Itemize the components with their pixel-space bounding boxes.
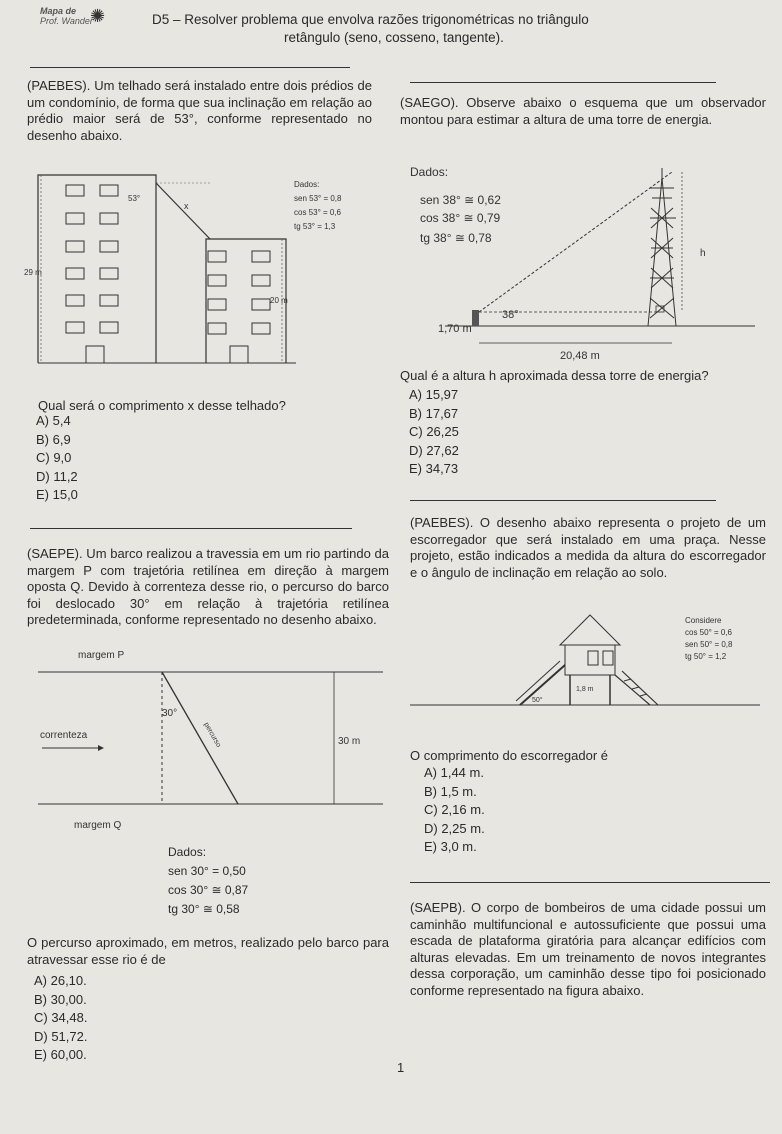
q3-option-a[interactable]: A) 26,10. [34, 973, 87, 988]
q4-text: (PAEBES). O desenho abaixo representa o projeto de um escorregador que será instalado em uma praça. Nesse projeto, estão indicados a medida da altura do escorregador e o ângulo de inclinação em relação ao solo. [410, 515, 766, 580]
q1-option-c[interactable]: C) 9,0 [36, 450, 72, 465]
q1-option-e[interactable]: E) 15,0 [36, 487, 78, 502]
q3-option-b[interactable]: B) 30,00. [34, 991, 87, 1007]
q4-considere-2: sen 50° = 0,8 [685, 640, 733, 649]
page-number: 1 [397, 1060, 405, 1075]
q2-observer-height: 1,70 m [438, 323, 472, 335]
q3-text: (SAEPE). Um barco realizou a travessia em um rio partindo da margem P com trajetória retilínea em direção à margem oposta Q. Devido à correnteza desse rio, o percurso do barco foi deslocado 30° em relação à trajetória retilínea predeterminada, conforme representado no desenho abaixo. [27, 546, 389, 627]
q1-dados-2: cos 53° = 0,6 [294, 208, 342, 217]
q2-option-d[interactable]: D) 27,62 [409, 442, 459, 458]
q3-dados-title: Dados: [168, 845, 207, 859]
q1-right-height: 20 m [270, 296, 288, 305]
q1-question: Qual será o comprimento x desse telhado? [38, 398, 286, 413]
q2-dados-1: sen 38° ≅ 0,62 [420, 193, 501, 207]
q4-option-e[interactable]: E) 3,0 m. [424, 839, 477, 854]
q4-option-d[interactable]: D) 2,25 m. [424, 820, 485, 836]
q2-option-b[interactable]: B) 17,67 [409, 405, 459, 421]
q2-figure [400, 158, 770, 368]
q2-distance: 20,48 m [560, 350, 600, 362]
q1-dados-3: tg 53° = 1,3 [294, 222, 336, 231]
q3-options [34, 972, 87, 1065]
title-line-1: D5 – Resolver problema que envolva razões trigonométricas no triângulo [152, 12, 589, 27]
header-divider [30, 67, 350, 68]
q5-text: (SAEPB). O corpo de bombeiros de uma cidade possui um caminhão multifuncional e autossuficiente que possui uma escada de plataforma giratória para alcançar edifícios com alturas elevadas. Em um treinamento de novos integrantes dessa corporação, um caminhão desse tipo foi posicionado conforme representado na figura abaixo. [410, 900, 766, 998]
q2-dados-title: Dados: [410, 165, 449, 179]
q1-dados-1: sen 53° = 0,8 [294, 194, 342, 203]
q1-divider [30, 528, 352, 529]
q2-options [409, 386, 459, 479]
q2-option-e[interactable]: E) 34,73 [409, 461, 459, 476]
q3-figure [38, 646, 388, 836]
q2-top-divider [410, 82, 716, 83]
q2-dados-2: cos 38° ≅ 0,79 [420, 211, 501, 225]
q1-figure [24, 165, 378, 370]
q1-option-a[interactable]: A) 5,4 [36, 413, 71, 428]
q3-question: O percurso aproximado, em metros, realizado pelo barco para atravessar esse rio é de [27, 935, 389, 967]
q4-options [424, 764, 485, 857]
q2-question: Qual é a altura h aproximada dessa torre de energia? [400, 368, 709, 383]
q3-option-c[interactable]: C) 34,48. [34, 1010, 88, 1025]
q4-option-a[interactable]: A) 1,44 m. [424, 765, 484, 780]
q2-option-c[interactable]: C) 26,25 [409, 424, 459, 439]
logo-subtext: Prof. Wander [40, 16, 93, 26]
q2-divider [410, 500, 716, 501]
q1-option-b[interactable]: B) 6,9 [36, 431, 71, 447]
q1-left-height: 29 m [24, 268, 42, 277]
logo-text: Mapa de [40, 6, 77, 16]
q3-option-d[interactable]: D) 51,72. [34, 1028, 88, 1044]
q4-question: O comprimento do escorregador é [410, 748, 608, 763]
q1-dados-title: Dados: [294, 180, 320, 189]
q2-angle-label: 38° [502, 309, 519, 321]
q4-considere-title: Considere [685, 616, 722, 625]
title-line-2: retângulo (seno, cosseno, tangente). [284, 30, 504, 45]
q3-dados-2: cos 30° ≅ 0,87 [168, 883, 249, 897]
q3-dados-1: sen 30° = 0,50 [168, 864, 246, 878]
q2-dados-3: tg 38° ≅ 0,78 [420, 231, 492, 245]
globe-icon: ✺ [90, 6, 106, 26]
q4-figure [400, 605, 770, 745]
q3-angle-label: 30° [162, 708, 178, 719]
q4-angle-label: 50° [532, 697, 543, 704]
q3-margin-q: margem Q [74, 820, 122, 831]
q3-dados-3: tg 30° ≅ 0,58 [168, 902, 240, 916]
q3-width-label: 30 m [338, 736, 361, 747]
q4-option-b[interactable]: B) 1,5 m. [424, 783, 477, 799]
page-title [152, 11, 672, 47]
q1-angle-label: 53° [128, 194, 141, 203]
q2-h-label: h [700, 248, 706, 259]
q3-option-e[interactable]: E) 60,00. [34, 1047, 87, 1062]
q1-x-label: x [184, 201, 189, 211]
q1-text: (PAEBES). Um telhado será instalado entre dois prédios de um condomínio, de forma que sua inclinação em relação ao prédio maior será de 53°, conforme representado no desenho abaixo. [27, 78, 372, 143]
q4-divider [410, 882, 770, 883]
q3-current: correnteza [40, 730, 88, 741]
q2-text: (SAEGO). Observe abaixo o esquema que um observador montou para estimar a altura de uma torre de energia. [400, 95, 766, 127]
q4-considere-3: tg 50° = 1,2 [685, 652, 727, 661]
q3-dados [168, 843, 248, 919]
q2-option-a[interactable]: A) 15,97 [409, 387, 459, 402]
q3-path-label: percurso [202, 721, 222, 749]
q4-considere-1: cos 50° = 0,6 [685, 628, 733, 637]
logo [40, 6, 140, 36]
q1-options [36, 412, 78, 505]
q4-height-label: 1,8 m [576, 686, 594, 693]
q4-option-c[interactable]: C) 2,16 m. [424, 802, 485, 817]
q3-margin-p: margem P [78, 650, 125, 661]
q1-option-d[interactable]: D) 11,2 [36, 468, 78, 484]
